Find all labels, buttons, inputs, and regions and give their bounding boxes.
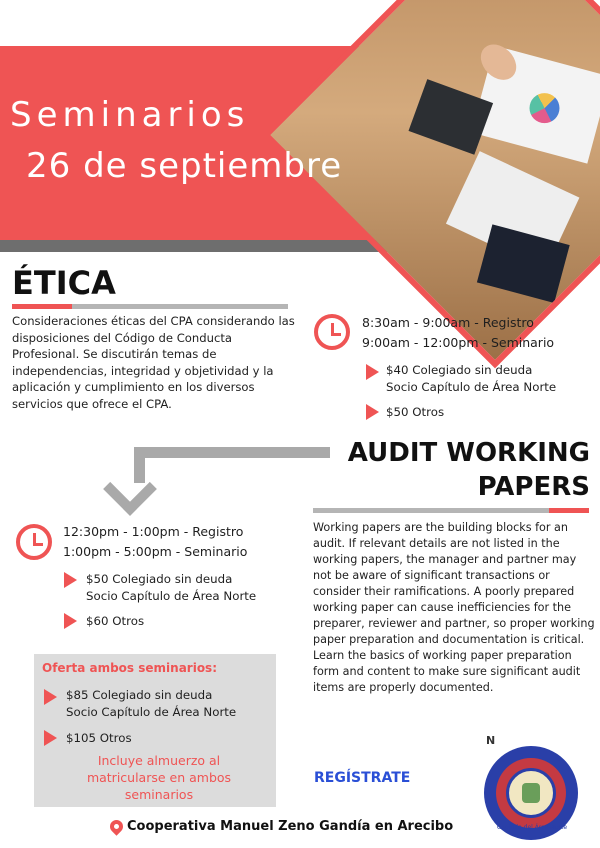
arrow-shaft-horizontal xyxy=(134,447,330,458)
clock-icon xyxy=(16,524,52,560)
triangle-bullet-icon xyxy=(64,572,77,588)
price-line: $50 Colegiado sin deuda xyxy=(86,572,233,586)
audit-rule-accent xyxy=(549,508,589,513)
title-date: 26 de septiembre xyxy=(26,146,343,186)
triangle-bullet-icon xyxy=(366,364,379,380)
schedule-line: 12:30pm - 1:00pm - Registro xyxy=(63,524,244,539)
combo-offer-box xyxy=(34,654,276,807)
schedule-line: 8:30am - 9:00am - Registro xyxy=(362,315,534,330)
etica-rule xyxy=(72,304,288,309)
triangle-bullet-icon xyxy=(366,404,379,420)
etica-description: Consideraciones éticas del CPA considerando las disposiciones del Código de Conducta Profesional. Se discutirán temas de independencias, integridad y objetividad y la aplicación y cumplimiento en los diversos servicios que ofrece el CPA. xyxy=(12,314,295,411)
offer-price-other: $105 Otros xyxy=(66,731,132,745)
price-line: Socio Capítulo de Área Norte xyxy=(66,704,237,719)
audit-heading-line-2: PAPERS xyxy=(477,472,590,502)
etica-schedule xyxy=(362,313,554,353)
triangle-bullet-icon xyxy=(44,689,57,705)
price-line: Socio Capítulo de Área Norte xyxy=(386,379,557,394)
offer-price-member xyxy=(66,687,236,720)
offer-title: Oferta ambos seminarios: xyxy=(42,661,218,675)
audit-price-member xyxy=(86,571,256,604)
arrow-down-icon xyxy=(103,462,157,516)
footer-location: Cooperativa Manuel Zeno Gandía en Arecibo xyxy=(127,819,454,834)
offer-note: Incluye almuerzo al matricularse en ambos seminarios xyxy=(86,753,232,802)
compass-letter: N xyxy=(486,734,496,747)
etica-rule-accent xyxy=(12,304,72,309)
clock-icon xyxy=(314,314,350,350)
audit-rule xyxy=(313,508,549,513)
price-line: $85 Colegiado sin deuda xyxy=(66,688,213,702)
etica-price-member xyxy=(386,362,556,395)
etica-price-other: $50 Otros xyxy=(386,405,445,419)
register-link[interactable]: REGÍSTRATE xyxy=(314,770,411,786)
etica-heading: ÉTICA xyxy=(12,264,116,302)
seal-caption: Capítulo del Área Norte xyxy=(496,824,568,831)
triangle-bullet-icon xyxy=(64,613,77,629)
price-line: Socio Capítulo de Área Norte xyxy=(86,588,257,603)
audit-schedule xyxy=(63,522,247,562)
triangle-bullet-icon xyxy=(44,730,57,746)
schedule-line: 9:00am - 12:00pm - Seminario xyxy=(362,335,555,350)
audit-price-other: $60 Otros xyxy=(86,614,145,628)
audit-description: Working papers are the building blocks for an audit. If relevant details are not listed in the working papers, the manager and partner may not be aware of significant transactions or consider their ramifications. A poorly prepared working paper can cause inefficiencies for the preparer, reviewer and partner, so proper working paper preparation and documentation is critical. Learn the basics of working paper preparation form and content to make sure significant audit items are properly documented. xyxy=(313,521,595,694)
location-pin-icon xyxy=(107,817,125,835)
price-line: $40 Colegiado sin deuda xyxy=(386,363,533,377)
schedule-line: 1:00pm - 5:00pm - Seminario xyxy=(63,544,248,559)
title-line-1: Seminarios xyxy=(10,95,250,135)
audit-heading-line-1: AUDIT WORKING xyxy=(347,438,590,468)
